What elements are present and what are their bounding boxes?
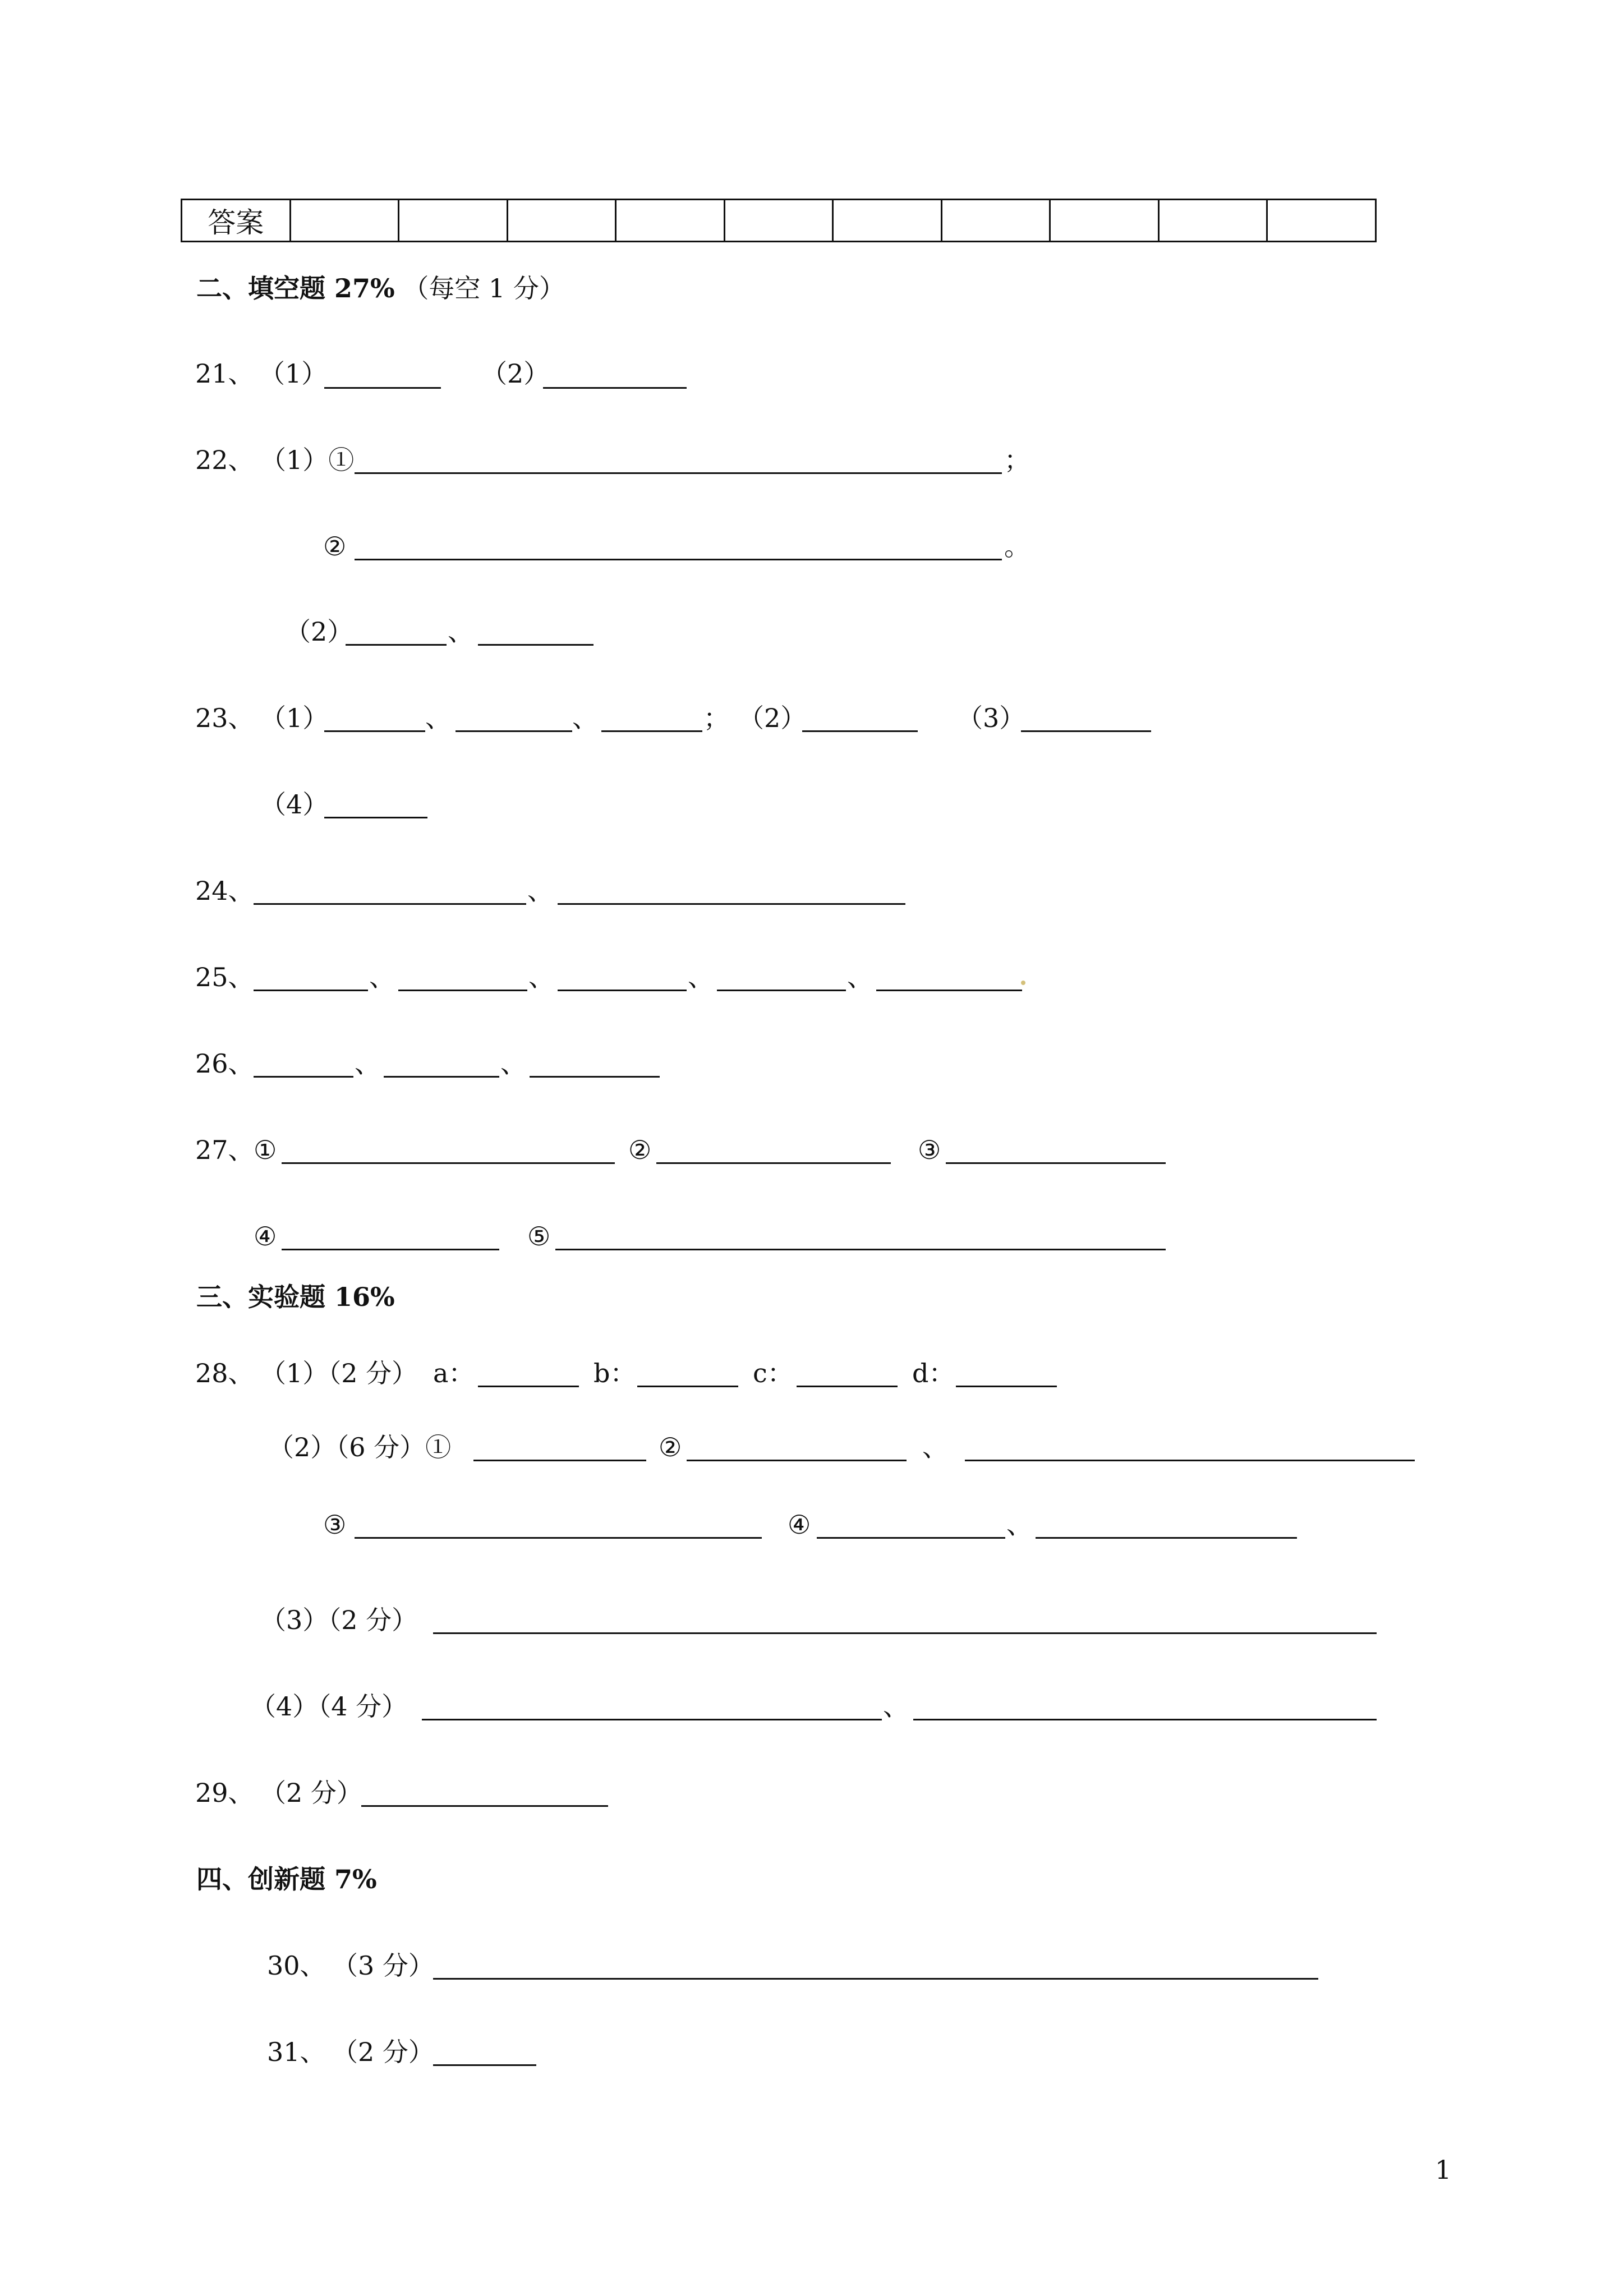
section-fill-note: （每空 1 分）: [403, 273, 565, 303]
q27-number: 27、: [195, 1135, 254, 1165]
q28-blank-2[interactable]: [687, 1460, 907, 1461]
q31-number: 31、: [267, 2037, 326, 2067]
section-fill-title: 二、填空题 27%: [196, 273, 395, 303]
q31-points: （2 分）: [332, 2037, 434, 2067]
q22-part1-label: （1）①: [260, 445, 355, 475]
q25-sep-1: 、: [369, 962, 395, 992]
answer-cell[interactable]: [507, 200, 616, 242]
q23-number: 23、: [195, 703, 254, 733]
stray-mark: [1021, 981, 1025, 985]
q28-blank-9[interactable]: [913, 1719, 1377, 1720]
answer-table-label: 答案: [182, 200, 291, 242]
q29-blank[interactable]: [361, 1805, 608, 1807]
q23-part2-label: （2）: [738, 703, 807, 733]
q28-blank-8[interactable]: [422, 1719, 882, 1720]
q22-blank-2[interactable]: [355, 559, 1002, 560]
q25-blank-5[interactable]: [876, 990, 1022, 991]
q23-part4-label: （4）: [260, 789, 329, 820]
q28-d-label: d：: [912, 1358, 955, 1388]
q23-blank-4[interactable]: [802, 730, 918, 732]
q28-blank-b[interactable]: [637, 1386, 738, 1387]
q28-blank-a[interactable]: [478, 1386, 579, 1387]
q26-blank-3[interactable]: [530, 1076, 660, 1078]
q29-number: 29、: [195, 1778, 254, 1808]
page-number: 1: [1435, 2155, 1452, 2185]
q28-sep-3: 、: [883, 1691, 909, 1722]
answer-cell[interactable]: [1267, 200, 1376, 242]
q30-number: 30、: [267, 1950, 326, 1981]
q23-semicolon: ；: [703, 703, 729, 733]
q27-blank-4[interactable]: [282, 1249, 499, 1250]
answer-cell[interactable]: [941, 200, 1050, 242]
q24-blank-1[interactable]: [254, 903, 526, 905]
q22-blank-3[interactable]: [346, 644, 447, 646]
q29-points: （2 分）: [260, 1778, 362, 1808]
q23-part3-label: （3）: [957, 703, 1025, 733]
q26-blank-2[interactable]: [384, 1076, 499, 1078]
q24-sep: 、: [527, 876, 553, 906]
q27-blank-3[interactable]: [946, 1162, 1166, 1164]
q22-blank-4[interactable]: [478, 644, 594, 646]
answer-cell[interactable]: [616, 200, 725, 242]
q23-blank-5[interactable]: [1021, 730, 1151, 732]
q23-blank-3[interactable]: [601, 730, 702, 732]
q21-number: 21、: [195, 358, 254, 389]
q28-part1-label: （1）（2 分）: [260, 1358, 418, 1388]
q27-circle-1: ①: [254, 1135, 277, 1165]
q28-number: 28、: [195, 1358, 254, 1388]
q25-blank-4[interactable]: [717, 990, 846, 991]
q26-number: 26、: [195, 1048, 254, 1079]
q22-part2-label: （2）: [285, 616, 353, 647]
q28-a-label: a：: [433, 1358, 475, 1388]
q22-period: 。: [1004, 531, 1030, 562]
q28-part4-label: （4）（4 分）: [250, 1691, 408, 1722]
q24-blank-2[interactable]: [558, 903, 905, 905]
q28-circle-2: ②: [659, 1432, 682, 1462]
q28-circle-3: ③: [323, 1510, 347, 1540]
q27-circle-2: ②: [628, 1135, 652, 1165]
q22-semicolon: ；: [1004, 445, 1030, 475]
answer-cell[interactable]: [1158, 200, 1267, 242]
q28-blank-6[interactable]: [1036, 1537, 1297, 1539]
q22-circle-2: ②: [323, 531, 347, 562]
q21-blank-2[interactable]: [543, 387, 687, 389]
q27-blank-2[interactable]: [656, 1162, 891, 1164]
q23-blank-6[interactable]: [324, 817, 427, 818]
q21-part2-label: （2）: [481, 358, 550, 389]
q25-blank-1[interactable]: [254, 990, 368, 991]
q28-blank-4[interactable]: [355, 1537, 762, 1539]
answer-cell[interactable]: [290, 200, 399, 242]
q30-blank[interactable]: [433, 1978, 1318, 1980]
q26-blank-1[interactable]: [254, 1076, 353, 1078]
q27-blank-1[interactable]: [282, 1162, 615, 1164]
q26-sep-1: 、: [355, 1048, 380, 1079]
q28-blank-c[interactable]: [797, 1386, 898, 1387]
q28-blank-5[interactable]: [817, 1537, 1005, 1539]
q30-points: （3 分）: [332, 1950, 434, 1981]
section-innovation-title: 四、创新题 7%: [196, 1864, 377, 1894]
q24-number: 24、: [195, 876, 254, 906]
q28-circle-4: ④: [788, 1510, 811, 1540]
q31-blank[interactable]: [433, 2064, 536, 2066]
q21-blank-1[interactable]: [324, 387, 441, 389]
q25-number: 25、: [195, 962, 254, 992]
answer-cell[interactable]: [1050, 200, 1159, 242]
q21-part1-label: （1）: [259, 358, 328, 389]
answer-cell[interactable]: [399, 200, 508, 242]
q28-part3-label: （3）（2 分）: [260, 1605, 418, 1635]
q28-sep-1: 、: [922, 1432, 948, 1462]
q27-circle-3: ③: [918, 1135, 941, 1165]
q25-sep-3: 、: [688, 962, 714, 992]
answer-table: [181, 199, 1377, 242]
answer-cell[interactable]: [724, 200, 833, 242]
q25-sep-2: 、: [528, 962, 554, 992]
q28-c-label: c：: [753, 1358, 793, 1388]
q28-blank-1[interactable]: [473, 1460, 646, 1461]
q28-b-label: b：: [594, 1358, 636, 1388]
section-experiment-title: 三、实验题 16%: [196, 1282, 395, 1312]
q28-blank-d[interactable]: [956, 1386, 1057, 1387]
q27-circle-5: ⑤: [527, 1221, 551, 1251]
q26-sep-2: 、: [500, 1048, 526, 1079]
q25-blank-3[interactable]: [558, 990, 687, 991]
q22-number: 22、: [195, 445, 254, 475]
q23-blank-2[interactable]: [456, 730, 572, 732]
q27-circle-4: ④: [254, 1221, 277, 1251]
section-fill-heading: [196, 272, 565, 305]
q27-blank-5[interactable]: [555, 1249, 1166, 1250]
q23-blank-1[interactable]: [324, 730, 425, 732]
q23-sep-1: 、: [425, 703, 451, 733]
q25-blank-2[interactable]: [398, 990, 527, 991]
q22-sep: 、: [448, 616, 473, 647]
q28-sep-2: 、: [1006, 1510, 1032, 1540]
answer-cell[interactable]: [833, 200, 942, 242]
q28-blank-7[interactable]: [433, 1632, 1377, 1634]
q28-part2-label: （2）（6 分）①: [268, 1432, 452, 1462]
q28-blank-3[interactable]: [965, 1460, 1415, 1461]
q22-blank-1[interactable]: [355, 472, 1002, 474]
q23-part1-label: （1）: [260, 703, 329, 733]
q25-sep-4: 、: [847, 962, 873, 992]
q23-sep-2: 、: [572, 703, 598, 733]
